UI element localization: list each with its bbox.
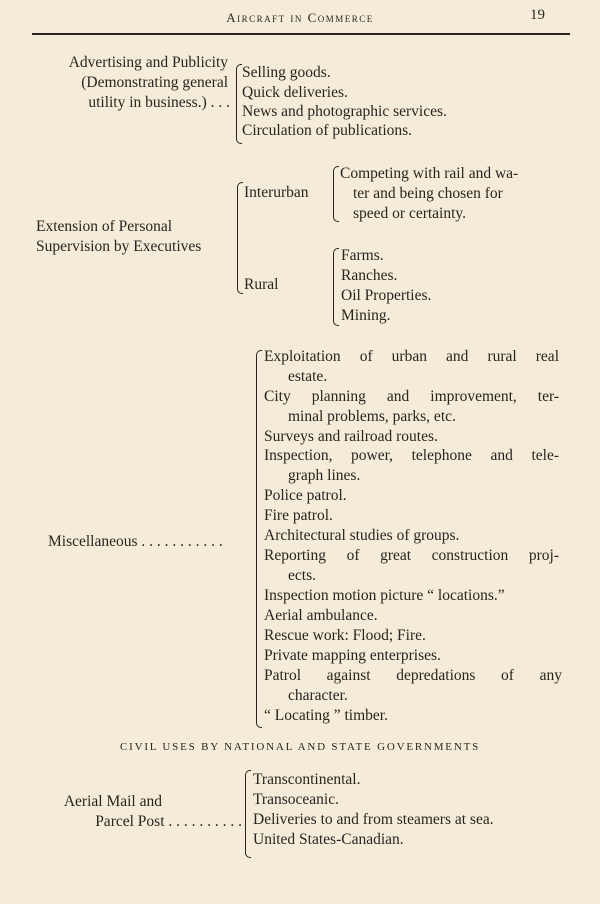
rural-brace — [333, 248, 339, 326]
supervision-label-line-2: Supervision by Executives — [36, 238, 202, 255]
miscellaneous-line: Patrol against depredations of any — [264, 667, 562, 684]
miscellaneous-line: Surveys and railroad routes. — [264, 428, 438, 445]
advertising-label-line-1: Advertising and Publicity — [68, 54, 228, 71]
advertising-item: Circulation of publications. — [242, 122, 413, 139]
miscellaneous-brace — [256, 350, 262, 728]
supervision-label-line-1: Extension of Personal — [36, 218, 173, 235]
running-header: Aircraft in Commerce — [226, 10, 374, 25]
miscellaneous-line: graph lines. — [288, 467, 361, 484]
advertising-item: Selling goods. — [242, 64, 331, 81]
aerial-mail-item: Transcontinental. — [253, 771, 361, 788]
miscellaneous-line: “ Locating ” timber. — [264, 707, 388, 724]
miscellaneous-line: minal problems, parks, etc. — [288, 408, 456, 425]
miscellaneous-line: Inspection, power, telephone and tele- — [264, 447, 559, 464]
miscellaneous-line: Aerial ambulance. — [264, 607, 378, 624]
aerial-mail-item: Deliveries to and from steamers at sea. — [253, 811, 494, 828]
miscellaneous-line: Police patrol. — [264, 487, 347, 504]
advertising-label-line-3: utility in business.) . . . — [88, 94, 230, 111]
miscellaneous-line: character. — [288, 687, 348, 704]
miscellaneous-line: Reporting of great construction proj- — [264, 547, 559, 564]
interurban-item-line: Competing with rail and wa- — [340, 165, 519, 182]
miscellaneous-line: Rescue work: Flood; Fire. — [264, 627, 426, 644]
section-heading: CIVIL USES BY NATIONAL AND STATE GOVERNMENTS — [119, 741, 481, 753]
miscellaneous-line: ects. — [288, 567, 316, 584]
page-number: 19 — [530, 7, 545, 23]
advertising-item: Quick deliveries. — [242, 84, 348, 101]
miscellaneous-line: Fire patrol. — [264, 507, 333, 524]
miscellaneous-line: estate. — [288, 368, 328, 385]
miscellaneous-line: Private mapping enterprises. — [264, 647, 441, 664]
miscellaneous-line: Inspection motion picture “ locations.” — [264, 587, 505, 604]
interurban-item-line: speed or certainty. — [353, 205, 467, 222]
rural-item: Mining. — [341, 307, 391, 324]
aerial-mail-label-line-2: Parcel Post . . . . . . . . . . — [95, 813, 242, 830]
advertising-label-line-2: (Demonstrating general — [81, 74, 228, 91]
header-rule — [32, 33, 570, 35]
interurban-label: Interurban — [244, 184, 309, 201]
interurban-item-line: ter and being chosen for — [353, 185, 503, 202]
aerial-mail-label-line-1: Aerial Mail and — [63, 793, 162, 810]
rural-label: Rural — [244, 276, 279, 293]
interurban-brace — [333, 166, 339, 222]
miscellaneous-line: City planning and improvement, ter- — [264, 388, 559, 405]
aerial-mail-brace — [245, 770, 251, 858]
miscellaneous-label: Miscellaneous . . . . . . . . . . . — [48, 533, 223, 550]
aerial-mail-item: Transoceanic. — [253, 791, 339, 808]
advertising-item: News and photographic services. — [242, 103, 447, 120]
rural-item: Oil Properties. — [341, 287, 432, 304]
aerial-mail-item: United States-Canadian. — [253, 831, 404, 848]
miscellaneous-line: Exploitation of urban and rural real — [264, 348, 559, 365]
rural-item: Ranches. — [341, 267, 398, 284]
supervision-brace — [237, 182, 243, 294]
rural-item: Farms. — [341, 247, 384, 264]
miscellaneous-line: Architectural studies of groups. — [264, 527, 460, 544]
